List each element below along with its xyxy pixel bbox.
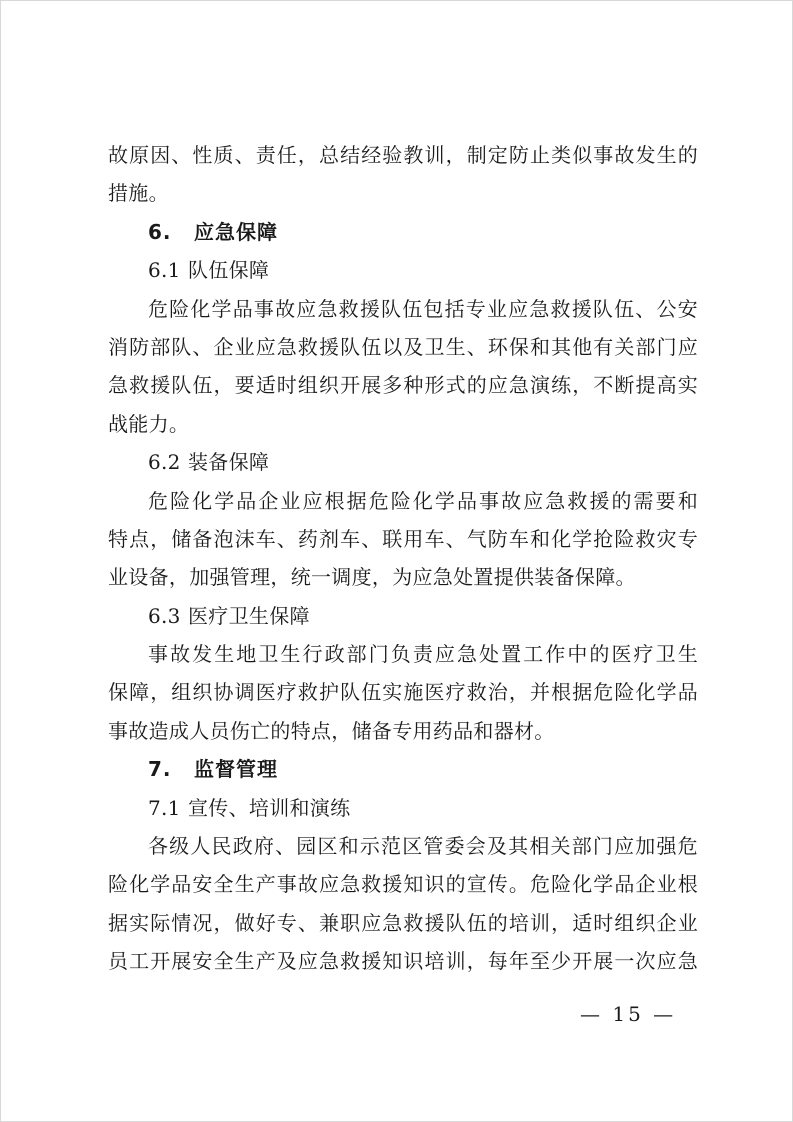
subsection-title: 医疗卫生保障	[188, 603, 310, 628]
paragraph-line: 危险化学品事故应急救援队伍包括专业应急救援队伍、公安	[148, 296, 698, 321]
subsection-heading	[108, 449, 698, 476]
paragraph-line: 急救援队伍，要适时组织开展多种形式的应急演练，不断提高实	[108, 373, 698, 398]
section-number: 7.	[148, 757, 172, 782]
paragraph-line: 危险化学品企业应根据危险化学品事故应急救援的需要和	[148, 488, 698, 513]
subsection-number: 7.1	[148, 795, 181, 820]
paragraph-line: 保障，组织协调医疗救护队伍实施医疗救治，并根据危险化学品	[108, 680, 698, 705]
document-page	[108, 142, 698, 987]
subsection-title: 队伍保障	[188, 258, 270, 283]
subsection-number: 6.3	[148, 603, 181, 628]
paragraph-line: 员工开展安全生产及应急救援知识培训，每年至少开展一次应急	[108, 949, 698, 974]
paragraph-line: 业设备，加强管理，统一调度，为应急处置提供装备保障。	[108, 565, 636, 590]
paragraph-line: 消防部队、企业应急救援队伍以及卫生、环保和其他有关部门应	[108, 334, 698, 359]
paragraph-line: 各级人民政府、园区和示范区管委会及其相关部门应加强危	[148, 834, 698, 859]
paragraph-line: 措施。	[108, 181, 169, 206]
subsection-number: 6.1	[148, 258, 181, 283]
section-title: 应急保障	[194, 219, 278, 244]
section-heading	[108, 219, 698, 246]
paragraph-line: 特点，储备泡沫车、药剂车、联用车、气防车和化学抢险救灾专	[108, 526, 698, 551]
section-number: 6.	[148, 219, 172, 244]
paragraph-line: 故原因、性质、责任，总结经验教训，制定防止类似事故发生的	[108, 143, 698, 167]
subsection-heading	[108, 795, 698, 822]
paragraph-line: 事故发生地卫生行政部门负责应急处置工作中的医疗卫生	[148, 642, 698, 667]
subsection-heading	[108, 603, 698, 630]
paragraph-line: 事故造成人员伤亡的特点，储备专用药品和器材。	[108, 718, 555, 743]
subsection-heading	[108, 257, 698, 284]
paragraph-line: 战能力。	[108, 411, 190, 436]
subsection-number: 6.2	[148, 450, 181, 475]
section-title: 监督管理	[194, 757, 278, 782]
section-heading	[108, 756, 698, 783]
page-number: — 15 —	[580, 1002, 677, 1026]
subsection-title: 宣传、培训和演练	[188, 795, 351, 820]
paragraph-line: 险化学品安全生产事故应急救援知识的宣传。危险化学品企业根	[108, 872, 698, 897]
subsection-title: 装备保障	[188, 450, 270, 475]
paragraph-line: 据实际情况，做好专、兼职应急救援队伍的培训，适时组织企业	[108, 910, 698, 935]
